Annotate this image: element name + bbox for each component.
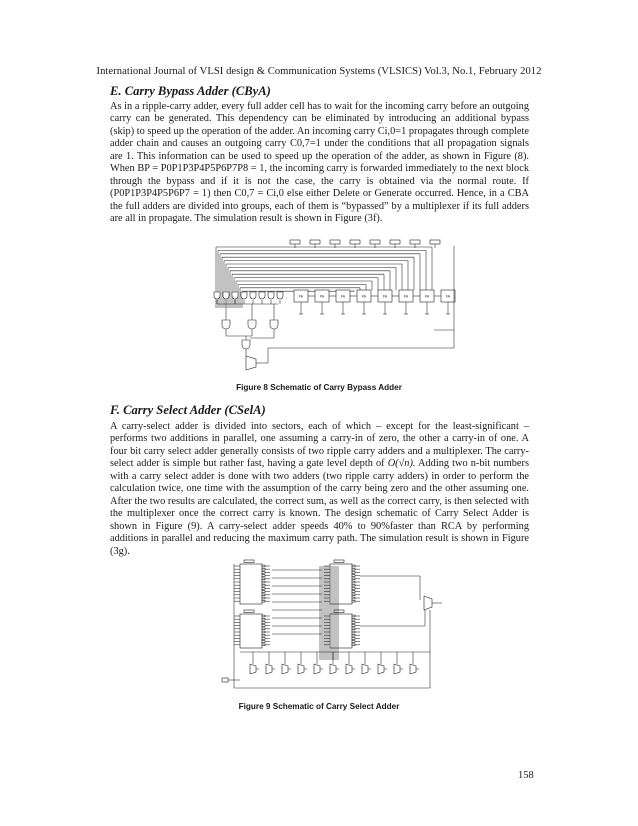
figure-9-caption: Figure 9 Schematic of Carry Select Adder [238,702,400,711]
output-pin [262,628,265,630]
multiplexer [424,596,432,610]
multiplexer [246,356,256,370]
block-title [244,610,254,613]
multiplexer [250,664,256,674]
full-adder-label: FA [403,294,409,299]
block-title [334,610,344,613]
input-pin [390,240,400,244]
and-gate [270,320,278,329]
full-adder-label: FA [319,294,325,299]
full-adder-label: FA [445,294,451,299]
journal-header: International Journal of VLSI design & Communication Systems (VLSICS) Vol.3, No.1, February 2012 [96,66,542,77]
output-pin [352,578,355,580]
output-pin [262,631,265,633]
output-pin [262,622,265,624]
output-pin [352,638,355,640]
multiplexer [330,664,336,674]
and-gate [242,340,250,349]
output-pin [352,584,355,586]
output-pin [262,591,265,593]
ripple-carry-adder-block [240,614,262,648]
output-pin [262,584,265,586]
output-pin [262,568,265,570]
output-pin [352,575,355,577]
xor-gate [223,292,229,299]
input-pin [410,240,420,244]
multiplexer [346,664,352,674]
input-pin [222,678,228,682]
section-e-heading: E. Carry Bypass Adder (CByA) [110,84,271,98]
output-pin [262,615,265,617]
ripple-carry-adder-block [240,564,262,604]
output-pin [262,625,265,627]
output-pin [352,591,355,593]
carry-select-adder-schematic [220,556,448,692]
section-f-text-part-2: Adding two n-bit numbers with a carry select adder is done with two adders (two ripple carry adders) in order to perform the calculation twice, one time with the assumption of the carry being zero and the other assuming one. After the two results are calculated, the correct sum, as well as the correct carry, is then selected with the multiplexer once the correct carry is known. The design schematic of Carry Select Adder is shown in Figure (9). A carry-select adder speeds 40% to 90%faster than RCA by performing additions in parallel and reducing the maximum carry path. The simulation result is shown in Figure (3g). [110,458,529,557]
input-pin [310,240,320,244]
multiplexer [266,664,272,674]
block-title [334,560,344,563]
output-pin [262,634,265,636]
figure-8-caption: Figure 8 Schematic of Carry Bypass Adder [236,383,402,392]
output-pin [352,568,355,570]
input-pin [430,240,440,244]
section-e-paragraph: As in a ripple-carry adder, every full adder cell has to wait for the incoming carry before an outgoing carry can be generated. This dependency can be eliminated by introducing an additional bypass (skip) to speed up the operation of the adder. An incoming carry Ci,0=1 propagates through complete adder chain and causes an outgoing carry C0,7=1 under the conditions that all propagation signals are 1. This information can be used to speed up the operation of the adder, as shown in Figure (8). When BP = P0P1P3P4P5P6P7P8 = 1, the incoming carry is forwarded immediately to the next block through the bypass and if it is not the case, the carry is obtained via the normal route. If (P0P1P3P4P5P6P7 = 1) then C0,7 = Ci,0 else either Delete or Generate occurred. Hence, in a CBA the full adders are divided into groups, each of them is “bypassed” by a multiplexer if its full adders are all in propagate. The simulation result is shown in Figure (3f). [110,101,529,225]
output-pin [262,572,265,574]
output-pin [352,600,355,602]
multiplexer [394,664,400,674]
output-pin [262,565,265,567]
full-adder-label: FA [424,294,430,299]
and-gate [248,320,256,329]
complexity-formula: O(√n). [387,458,416,470]
full-adder-label: FA [340,294,346,299]
multiplexer [314,664,320,674]
xor-gate [250,292,256,299]
output-pin [352,565,355,567]
multiplexer [362,664,368,674]
section-f-text-part-1: A carry-select adder is divided into sectors, each of which – except for the least-significant – performs two additions in parallel, one assuming a carry-in of zero, the other a carry-in of one. A four bit carry select adder generally consists of two ripple carry adders and a multiplexer. The carry-select adder is simple but rather fast, having a gate level depth of [110,421,529,470]
block-title [244,560,254,563]
section-f-paragraph [110,421,529,558]
output-pin [262,597,265,599]
input-pin [370,240,380,244]
multiplexer [298,664,304,674]
carry-bypass-adder-schematic [208,238,462,372]
output-pin [352,615,355,617]
ripple-carry-adder-block [330,614,352,648]
output-pin [352,631,355,633]
xor-gate [232,292,238,299]
xor-gate [277,292,283,299]
multiplexer [282,664,288,674]
full-adder-label: FA [298,294,304,299]
input-pin [330,240,340,244]
output-pin [352,588,355,590]
multiplexer [410,664,416,674]
section-f-heading: F. Carry Select Adder (CSelA) [110,403,266,417]
output-pin [352,581,355,583]
and-gate [222,320,230,329]
page-number: 158 [518,770,534,781]
output-pin [352,625,355,627]
output-pin [262,600,265,602]
output-pin [262,578,265,580]
output-pin [262,575,265,577]
output-pin [352,594,355,596]
full-adder-label: FA [361,294,367,299]
output-pin [352,572,355,574]
output-pin [352,622,355,624]
output-pin [262,588,265,590]
xor-gate [259,292,265,299]
output-pin [352,644,355,646]
output-pin [262,594,265,596]
xor-gate [241,292,247,299]
input-pin [290,240,300,244]
output-pin [352,641,355,643]
output-pin [262,581,265,583]
output-pin [352,628,355,630]
xor-gate [268,292,274,299]
output-pin [352,597,355,599]
ripple-carry-adder-block [330,564,352,604]
xor-gate [214,292,220,299]
output-pin [262,638,265,640]
input-pin [350,240,360,244]
output-pin [262,641,265,643]
multiplexer [378,664,384,674]
output-pin [262,644,265,646]
full-adder-label: FA [382,294,388,299]
output-pin [262,618,265,620]
output-pin [352,618,355,620]
output-pin [352,634,355,636]
